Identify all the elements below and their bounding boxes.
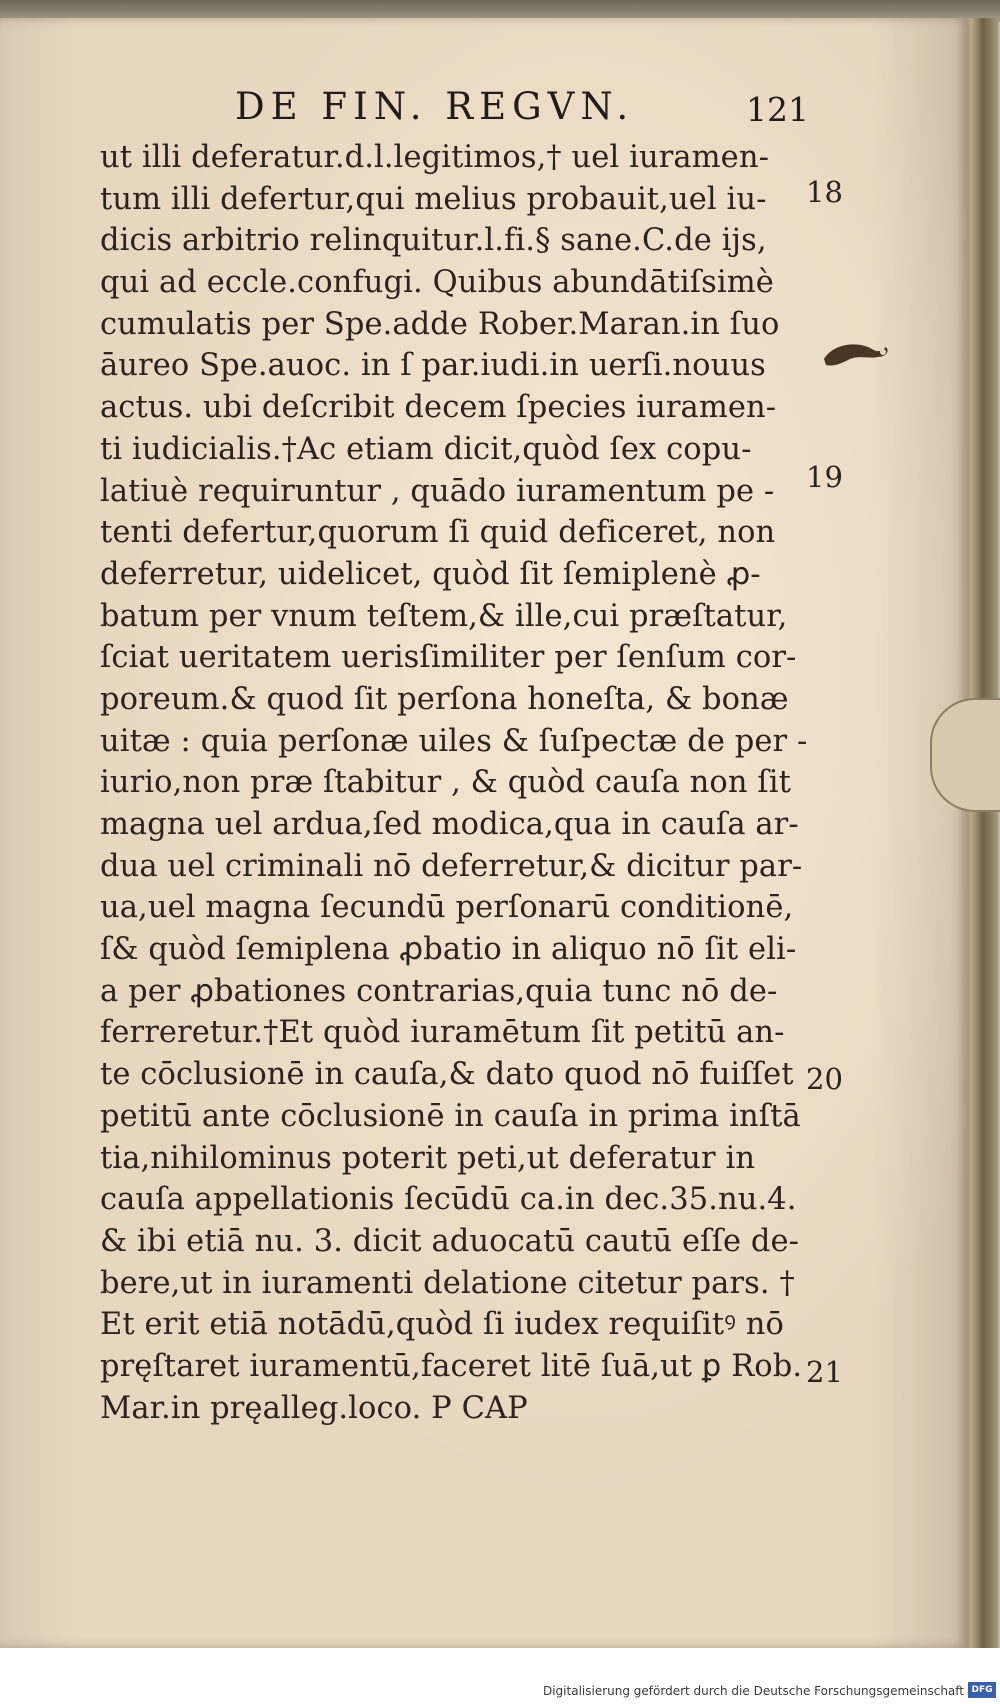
running-head: DE FIN. REGVN. xyxy=(235,85,635,128)
text-line: magna uel ardua,ſed modica,qua in cauſa ar- xyxy=(100,807,799,842)
body-text xyxy=(100,137,808,1429)
text-line: qui ad eccle.confugi. Quibus abundātiſsimè xyxy=(100,265,774,301)
text-line: petitū ante cōclusionē in cauſa in prima inſtā xyxy=(100,1098,801,1134)
text-line: ferreretur.†Et quòd iuramētum ſit petitū an- xyxy=(100,1015,785,1051)
text-line: deferretur, uidelicet, quòd ſit ſemiplenè ꝓ- xyxy=(100,556,761,592)
text-line: bere,ut in iuramenti delatione citetur pars. † xyxy=(100,1265,795,1301)
folio-number: 121 xyxy=(746,90,809,129)
text-line: poreum.& quod ſit perſona honeſta, & bonæ xyxy=(100,681,789,717)
text-line: te cōclusionē in cauſa,& dato quod nō fuiſſet xyxy=(100,1057,794,1093)
manicule-mark-icon xyxy=(820,335,892,373)
page-tab-impression xyxy=(930,698,1000,812)
text-line: tenti defertur,quorum ſi quid deficeret, non xyxy=(100,515,776,551)
margin-number: 19 xyxy=(806,460,843,494)
text-line: ſciat ueritatem uerisſimiliter per ſenſum cor- xyxy=(100,640,797,676)
text-line: a per ꝓbationes contrarias,quia tunc nō de- xyxy=(100,973,778,1009)
text-line: cumulatis per Spe.adde Rober.Maran.in ſuo xyxy=(100,306,780,342)
text-line: iurio,non præ ſtabitur , & quòd cauſa non ſit xyxy=(100,765,791,801)
text-line: tia,nihilominus poterit peti,ut deferatur in xyxy=(100,1140,756,1176)
text-line: ua,uel magna ſecundū perſonarū conditionē, xyxy=(100,890,794,926)
text-line: Mar.in pręalleg.loco. P CAP xyxy=(100,1390,528,1426)
text-line: actus. ubi deſcribit decem ſpecies iuramen- xyxy=(100,390,777,426)
margin-number: 18 xyxy=(806,175,843,209)
text-line: āureo Spe.auoc. in ſ par.iudi.in uerſi.nouus xyxy=(100,348,766,384)
text-line: cauſa appellationis ſecūdū ca.in dec.35.nu.4. xyxy=(100,1182,797,1218)
text-line: Et erit etiā notādū,quòd ſi iudex requiſitꝰ nō xyxy=(100,1307,784,1343)
dfg-logo: DFG xyxy=(968,1682,996,1698)
text-line: batum per vnum teſtem,& ille,cui præſtatur, xyxy=(100,598,788,634)
text-line: uitæ : quia perſonæ uiles & ſuſpectæ de per - xyxy=(100,723,808,759)
margin-number: 21 xyxy=(806,1355,843,1389)
text-line: ut illi deferatur.d.l.legitimos,† uel iuramen- xyxy=(100,140,769,175)
text-line: dua uel criminali nō deferretur,& dicitur par- xyxy=(100,848,803,884)
digitization-footer xyxy=(0,1648,1000,1704)
text-line: ſ& quòd ſemiplena ꝓbatio in aliquo nō ſit eli- xyxy=(100,932,797,968)
text-line: & ibi etiā nu. 3. dicit aduocatū cautū eſſe de- xyxy=(100,1223,800,1259)
text-line: latiuè requiruntur , quādo iuramentum pe - xyxy=(100,473,775,509)
text-line: ti iudicialis.†Ac etiam dicit,quòd ſex copu- xyxy=(100,431,752,467)
text-line: dicis arbitrio relinquitur.l.fi.§ sane.C.de ijs, xyxy=(100,223,767,259)
text-line: pręſtaret iuramentū,faceret litē ſuā,ut ꝑ Rob. xyxy=(100,1348,803,1384)
footer-credit: Digitalisierung gefördert durch die Deutsche Forschungsgemeinschaft xyxy=(542,1684,964,1698)
text-line: tum illi defertur,qui melius probauit,uel iu- xyxy=(100,181,767,217)
margin-number: 20 xyxy=(806,1062,843,1096)
